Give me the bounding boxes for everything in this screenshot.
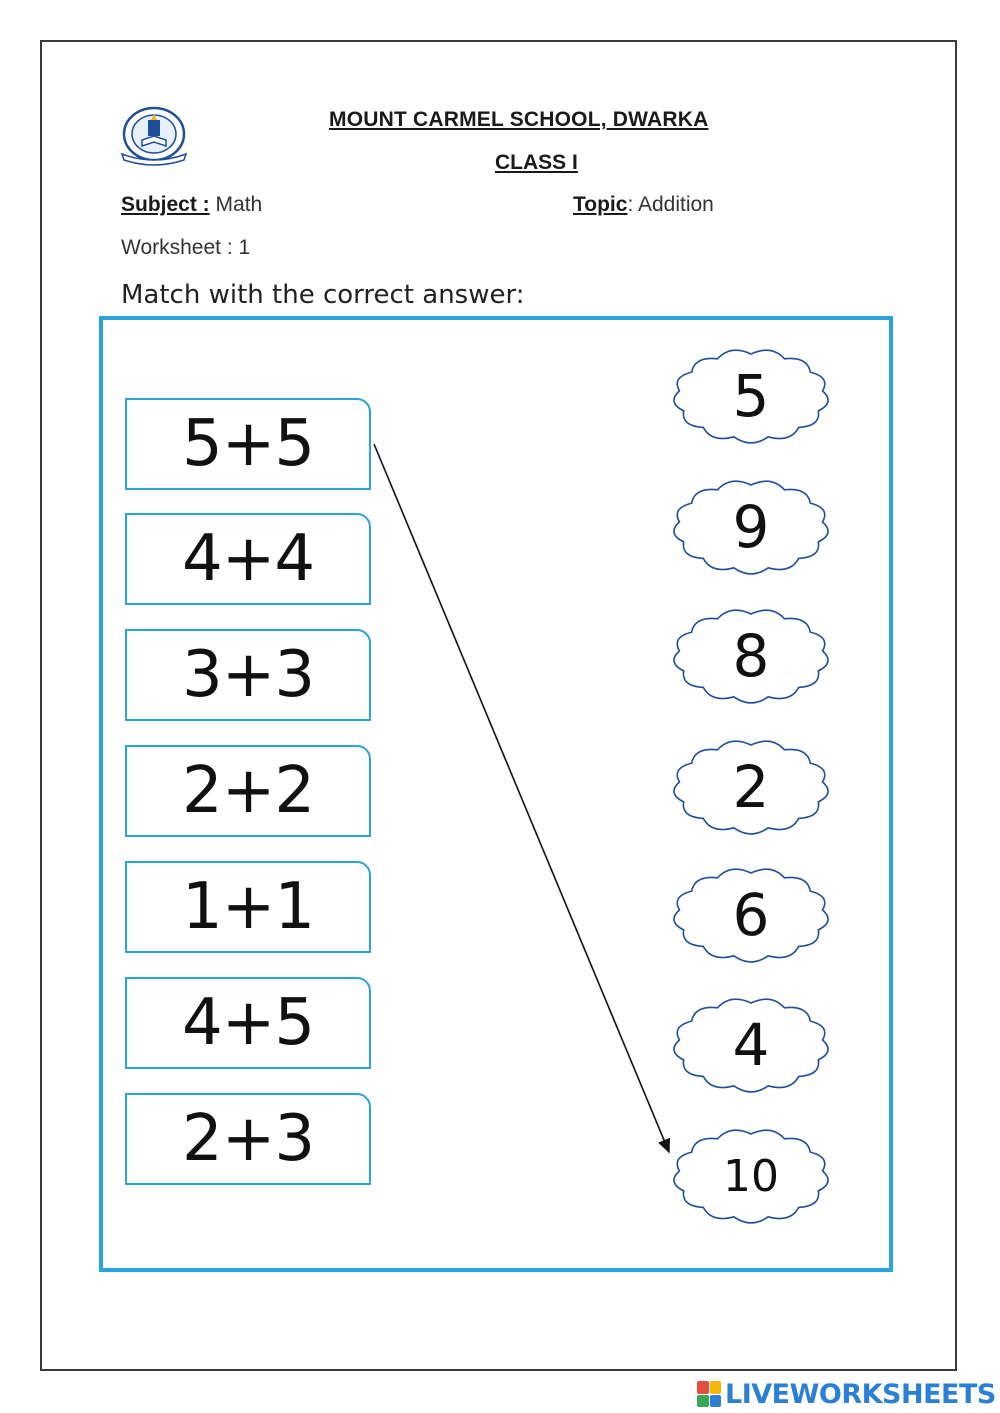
answer-cloud[interactable]	[672, 606, 830, 706]
answer-text: 8	[732, 622, 770, 690]
question-text: 2+2	[181, 754, 315, 828]
school-name: MOUNT CARMEL SCHOOL, DWARKA	[329, 108, 709, 131]
answer-cloud[interactable]	[672, 737, 830, 837]
answer-cloud[interactable]	[672, 865, 830, 965]
instruction-text: Match with the correct answer:	[121, 280, 525, 310]
topic-line	[573, 193, 714, 217]
question-card[interactable]	[125, 1093, 371, 1185]
answer-text: 6	[732, 881, 770, 949]
topic-label: Topic	[573, 193, 628, 216]
question-text: 4+4	[181, 522, 315, 596]
answer-cloud[interactable]	[672, 995, 830, 1095]
answer-cloud[interactable]	[672, 1126, 830, 1226]
subject-label: Subject :	[121, 193, 210, 216]
question-card[interactable]	[125, 629, 371, 721]
question-text: 2+3	[181, 1102, 315, 1176]
liveworksheets-watermark	[697, 1378, 996, 1410]
watermark-text: LIVEWORKSHEETS	[725, 1378, 996, 1410]
liveworksheets-logo-icon	[697, 1381, 721, 1407]
answer-cloud[interactable]	[672, 477, 830, 577]
subject-line	[121, 193, 262, 217]
question-card[interactable]	[125, 977, 371, 1069]
question-text: 1+1	[181, 870, 315, 944]
worksheet-number: Worksheet : 1	[121, 236, 251, 259]
school-logo	[112, 104, 196, 170]
topic-value: : Addition	[627, 193, 714, 216]
answer-cloud[interactable]	[672, 346, 830, 446]
question-text: 5+5	[181, 407, 315, 481]
question-card[interactable]	[125, 398, 371, 490]
answer-text: 10	[723, 1150, 779, 1202]
question-card[interactable]	[125, 745, 371, 837]
question-card[interactable]	[125, 513, 371, 605]
answer-text: 2	[732, 753, 770, 821]
question-card[interactable]	[125, 861, 371, 953]
class-name: CLASS I	[495, 151, 578, 174]
question-text: 3+3	[181, 638, 315, 712]
subject-value: Math	[209, 193, 263, 216]
answer-text: 9	[732, 493, 770, 561]
answer-text: 5	[732, 362, 770, 430]
question-text: 4+5	[181, 986, 315, 1060]
answer-text: 4	[732, 1011, 770, 1079]
